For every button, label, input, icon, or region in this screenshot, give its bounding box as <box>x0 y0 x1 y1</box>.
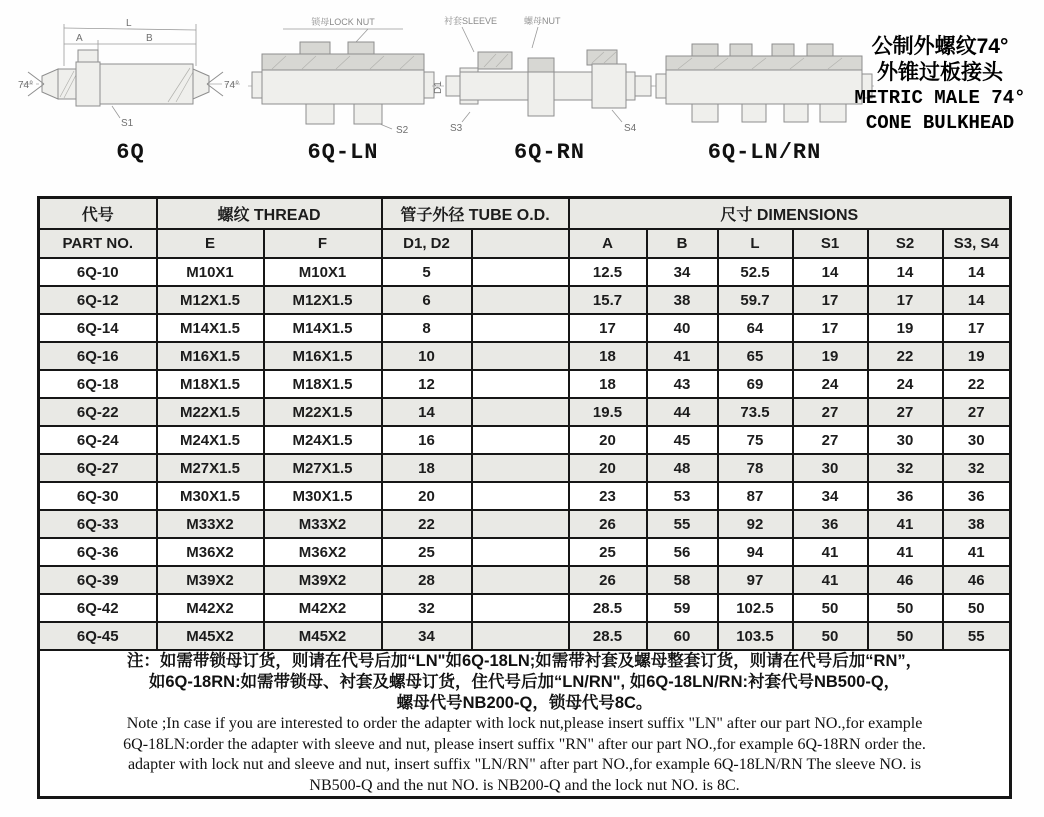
table-cell: M42X2 <box>264 594 382 622</box>
table-row <box>39 398 1011 426</box>
table-cell: 38 <box>647 286 718 314</box>
table-cell: 50 <box>868 594 943 622</box>
table-cell: 78 <box>718 454 793 482</box>
table-cell: 32 <box>868 454 943 482</box>
table-cell: M14X1.5 <box>264 314 382 342</box>
table-cell: 19 <box>868 314 943 342</box>
table-cell: 22 <box>943 370 1011 398</box>
table-cell <box>472 258 569 286</box>
note-en-line3: adapter with lock nut and sleeve and nut, insert suffix "LN/RN" after part NO.,for example 6Q-18LN/RN The sleeve NO. is <box>127 756 922 773</box>
table-cell: 65 <box>718 342 793 370</box>
dim-label-a: A <box>76 33 83 44</box>
col-header-thread: 螺纹 THREAD <box>157 198 382 230</box>
table-row <box>39 510 1011 538</box>
figure-caption-6q-rn: 6Q-RN <box>513 140 585 165</box>
table-cell: 46 <box>943 566 1011 594</box>
table-cell: 44 <box>647 398 718 426</box>
dim-label-b: B <box>146 33 153 44</box>
table-cell <box>472 426 569 454</box>
table-row <box>39 370 1011 398</box>
note-en-line1: Note ;In case if you are interested to order the adapter with lock nut,please insert suffix "LN" after our part NO.,for example <box>126 715 923 732</box>
table-cell: 24 <box>793 370 868 398</box>
note-zh-line2: 如6Q-18RN:如需带锁母、衬套及螺母订货，住代号后加“LN/RN", 如6Q-18LN/RN:衬套代号NB500-Q， <box>148 673 901 691</box>
table-cell: 17 <box>793 286 868 314</box>
dim-label-s3: S3 <box>450 123 463 134</box>
table-row <box>39 566 1011 594</box>
table-cell <box>472 454 569 482</box>
table-cell: 6Q-12 <box>39 286 157 314</box>
table-cell: 34 <box>647 258 718 286</box>
table-cell: M12X1.5 <box>264 286 382 314</box>
angle-label-left: 74° <box>18 80 34 91</box>
table-cell: M30X1.5 <box>157 482 264 510</box>
table-cell: M24X1.5 <box>157 426 264 454</box>
table-cell: 55 <box>943 622 1011 650</box>
table-cell: 41 <box>868 538 943 566</box>
table-row <box>39 286 1011 314</box>
col-header-tube-od: 管子外径 TUBE O.D. <box>382 198 569 230</box>
table-cell: 6Q-10 <box>39 258 157 286</box>
table-cell: M42X2 <box>157 594 264 622</box>
table-cell: 103.5 <box>718 622 793 650</box>
table-cell: 75 <box>718 426 793 454</box>
col-header-l: L <box>718 229 793 258</box>
table-body <box>39 258 1011 650</box>
table-cell: 38 <box>943 510 1011 538</box>
table-cell: 6Q-30 <box>39 482 157 510</box>
table-cell: 48 <box>647 454 718 482</box>
table-cell: 17 <box>943 314 1011 342</box>
table-cell: 20 <box>382 482 472 510</box>
sleeve-label: 衬套SLEEVE <box>444 16 498 26</box>
header-row-1 <box>39 198 1011 230</box>
table-cell: 27 <box>943 398 1011 426</box>
table-cell: 28 <box>382 566 472 594</box>
table-cell: 41 <box>943 538 1011 566</box>
col-header-a: A <box>569 229 647 258</box>
table-cell: 27 <box>793 398 868 426</box>
figure-6q <box>18 14 243 165</box>
table-row <box>39 342 1011 370</box>
table-cell: 22 <box>868 342 943 370</box>
table-cell: 41 <box>793 566 868 594</box>
table-cell: 32 <box>943 454 1011 482</box>
drawing-6q <box>18 14 243 138</box>
table-cell: 25 <box>569 538 647 566</box>
table-cell: M16X1.5 <box>264 342 382 370</box>
table-cell <box>472 370 569 398</box>
table-cell: M36X2 <box>264 538 382 566</box>
table-cell: 19 <box>943 342 1011 370</box>
table-cell: 6Q-18 <box>39 370 157 398</box>
drawing-6q-ln <box>248 14 438 138</box>
table-cell: 6Q-42 <box>39 594 157 622</box>
table-cell: 26 <box>569 566 647 594</box>
table-cell: M27X1.5 <box>157 454 264 482</box>
table-cell: 41 <box>647 342 718 370</box>
table-row <box>39 314 1011 342</box>
table-cell: 6Q-45 <box>39 622 157 650</box>
table-cell: 6Q-16 <box>39 342 157 370</box>
table-cell: 22 <box>382 510 472 538</box>
table-cell: 53 <box>647 482 718 510</box>
col-header-part-zh: 代号 <box>39 198 157 230</box>
table-cell: M10X1 <box>157 258 264 286</box>
table-cell <box>472 482 569 510</box>
table-cell: 18 <box>382 454 472 482</box>
dim-label-s1: S1 <box>121 118 134 129</box>
table-cell: 64 <box>718 314 793 342</box>
figure-caption-6q: 6Q <box>116 140 145 165</box>
table-row <box>39 454 1011 482</box>
table-cell: 52.5 <box>718 258 793 286</box>
table-cell: M22X1.5 <box>264 398 382 426</box>
table-cell: 6Q-33 <box>39 510 157 538</box>
table-cell: 55 <box>647 510 718 538</box>
table-cell: 27 <box>793 426 868 454</box>
spec-table <box>37 196 1012 799</box>
table-cell: 24 <box>868 370 943 398</box>
table-row <box>39 622 1011 650</box>
table-cell: 27 <box>868 398 943 426</box>
table-cell <box>472 314 569 342</box>
table-cell: 10 <box>382 342 472 370</box>
table-cell: 6Q-14 <box>39 314 157 342</box>
table-cell: 6Q-24 <box>39 426 157 454</box>
table-cell: 45 <box>647 426 718 454</box>
table-cell: 6Q-39 <box>39 566 157 594</box>
figure-caption-6q-ln: 6Q-LN <box>307 140 379 165</box>
table-cell: 60 <box>647 622 718 650</box>
table-cell: 17 <box>569 314 647 342</box>
table-cell: 87 <box>718 482 793 510</box>
table-cell: 73.5 <box>718 398 793 426</box>
table-row <box>39 426 1011 454</box>
table-cell: 50 <box>793 594 868 622</box>
table-cell: 50 <box>793 622 868 650</box>
dim-label-d1: D1 <box>433 81 444 94</box>
drawing-6q-rn <box>432 14 667 138</box>
table-cell: 59.7 <box>718 286 793 314</box>
table-cell: 58 <box>647 566 718 594</box>
table-cell: 36 <box>943 482 1011 510</box>
table-cell: M14X1.5 <box>157 314 264 342</box>
table-cell: 5 <box>382 258 472 286</box>
table-cell: 18 <box>569 342 647 370</box>
note-zh-line3: 螺母代号NB200-Q，锁母代号8C。 <box>396 694 653 712</box>
note-en-line4: NB500-Q and the nut NO. is NB200-Q and the lock nut NO. is 8C. <box>309 776 740 794</box>
table-cell: 41 <box>793 538 868 566</box>
table-cell: M12X1.5 <box>157 286 264 314</box>
table-cell: 26 <box>569 510 647 538</box>
table-cell: 92 <box>718 510 793 538</box>
table-cell: 46 <box>868 566 943 594</box>
table-cell: 30 <box>943 426 1011 454</box>
figure-caption-6q-ln-rn: 6Q-LN/RN <box>707 140 822 165</box>
title-en-line1: METRIC MALE 74° <box>854 87 1026 109</box>
table-cell: 59 <box>647 594 718 622</box>
figure-6q-ln <box>248 14 438 165</box>
table-cell: 19.5 <box>569 398 647 426</box>
table-cell: 30 <box>793 454 868 482</box>
col-header-e: E <box>157 229 264 258</box>
table-cell <box>472 538 569 566</box>
table-cell: 14 <box>868 258 943 286</box>
table-cell: 16 <box>382 426 472 454</box>
table-cell: 40 <box>647 314 718 342</box>
table-cell: 97 <box>718 566 793 594</box>
table-cell <box>472 398 569 426</box>
col-header-part-en: PART NO. <box>39 229 157 258</box>
table-cell <box>472 510 569 538</box>
notes-row <box>39 650 1011 798</box>
table-cell: 36 <box>793 510 868 538</box>
table-cell: 6Q-36 <box>39 538 157 566</box>
table-cell: 25 <box>382 538 472 566</box>
table-cell: 12.5 <box>569 258 647 286</box>
header-row-2 <box>39 229 1011 258</box>
table-cell: 14 <box>382 398 472 426</box>
table-cell: 6 <box>382 286 472 314</box>
table-cell: M27X1.5 <box>264 454 382 482</box>
table-cell: M33X2 <box>264 510 382 538</box>
figure-6q-rn <box>432 14 667 165</box>
note-zh-line1: 注：如需带锁母订货，则请在代号后加“LN"如6Q-18LN;如需带衬套及螺母整套订货，则请在代号后加“RN”， <box>126 652 923 670</box>
note-en-line2: 6Q-18LN:order the adapter with sleeve and nut, please insert suffix "RN" after our part NO.,for example 6Q-18RN order the. <box>123 735 926 753</box>
table-cell <box>472 286 569 314</box>
table-cell: 28.5 <box>569 622 647 650</box>
table-cell: 50 <box>943 594 1011 622</box>
table-cell <box>472 342 569 370</box>
table-cell: 14 <box>943 286 1011 314</box>
table-cell: M45X2 <box>264 622 382 650</box>
table-row <box>39 538 1011 566</box>
title-zh-line2: 外锥过板接头 <box>877 61 1003 84</box>
table-cell: M22X1.5 <box>157 398 264 426</box>
angle-label-right: 74° <box>224 80 240 91</box>
table-cell <box>472 594 569 622</box>
table-cell: M45X2 <box>157 622 264 650</box>
table-cell: 23 <box>569 482 647 510</box>
table-cell: 69 <box>718 370 793 398</box>
table-cell: 56 <box>647 538 718 566</box>
table-cell: M36X2 <box>157 538 264 566</box>
col-header-tube-blank <box>472 229 569 258</box>
col-header-s1: S1 <box>793 229 868 258</box>
nut-label: 螺母NUT <box>524 16 561 26</box>
table-row <box>39 258 1011 286</box>
table-cell <box>472 566 569 594</box>
table-cell: 12 <box>382 370 472 398</box>
table-cell: 14 <box>943 258 1011 286</box>
title-block <box>842 34 1038 136</box>
dim-label-s2: S2 <box>396 125 409 136</box>
table-cell: 17 <box>793 314 868 342</box>
table-cell: 14 <box>793 258 868 286</box>
table-cell: M18X1.5 <box>264 370 382 398</box>
table-cell: 94 <box>718 538 793 566</box>
table-cell: 50 <box>868 622 943 650</box>
table-cell: 20 <box>569 454 647 482</box>
table-cell: M39X2 <box>264 566 382 594</box>
table-cell: 8 <box>382 314 472 342</box>
table-cell <box>472 622 569 650</box>
table-cell: 43 <box>647 370 718 398</box>
table-cell: M33X2 <box>157 510 264 538</box>
table-cell: 34 <box>382 622 472 650</box>
table-row <box>39 594 1011 622</box>
title-zh-line1: 公制外螺纹74° <box>871 35 1009 58</box>
table-cell: 34 <box>793 482 868 510</box>
col-header-d1d2: D1, D2 <box>382 229 472 258</box>
table-cell: M24X1.5 <box>264 426 382 454</box>
col-header-s3-s4: S3, S4 <box>943 229 1011 258</box>
col-header-s2: S2 <box>868 229 943 258</box>
title-en-line2: CONE BULKHEAD <box>865 112 1015 134</box>
table-cell: 19 <box>793 342 868 370</box>
table-cell: 36 <box>868 482 943 510</box>
dim-label-l: L <box>126 18 132 29</box>
table-cell: 6Q-27 <box>39 454 157 482</box>
table-cell: 15.7 <box>569 286 647 314</box>
table-cell: 30 <box>868 426 943 454</box>
table-row <box>39 482 1011 510</box>
table-cell: 102.5 <box>718 594 793 622</box>
lock-nut-label: 锁母LOCK NUT <box>311 17 375 27</box>
table-cell: M30X1.5 <box>264 482 382 510</box>
table-cell: M16X1.5 <box>157 342 264 370</box>
table-cell: M39X2 <box>157 566 264 594</box>
table-cell: 18 <box>569 370 647 398</box>
col-header-dimensions: 尺寸 DIMENSIONS <box>569 198 1011 230</box>
dim-label-s4: S4 <box>624 123 637 134</box>
col-header-b: B <box>647 229 718 258</box>
table-cell: 41 <box>868 510 943 538</box>
table-cell: 28.5 <box>569 594 647 622</box>
table-cell: M10X1 <box>264 258 382 286</box>
table-cell: 6Q-22 <box>39 398 157 426</box>
table-cell: 17 <box>868 286 943 314</box>
notes-cell <box>39 650 1011 798</box>
table-cell: M18X1.5 <box>157 370 264 398</box>
table-cell: 20 <box>569 426 647 454</box>
col-header-f: F <box>264 229 382 258</box>
table-cell: 32 <box>382 594 472 622</box>
